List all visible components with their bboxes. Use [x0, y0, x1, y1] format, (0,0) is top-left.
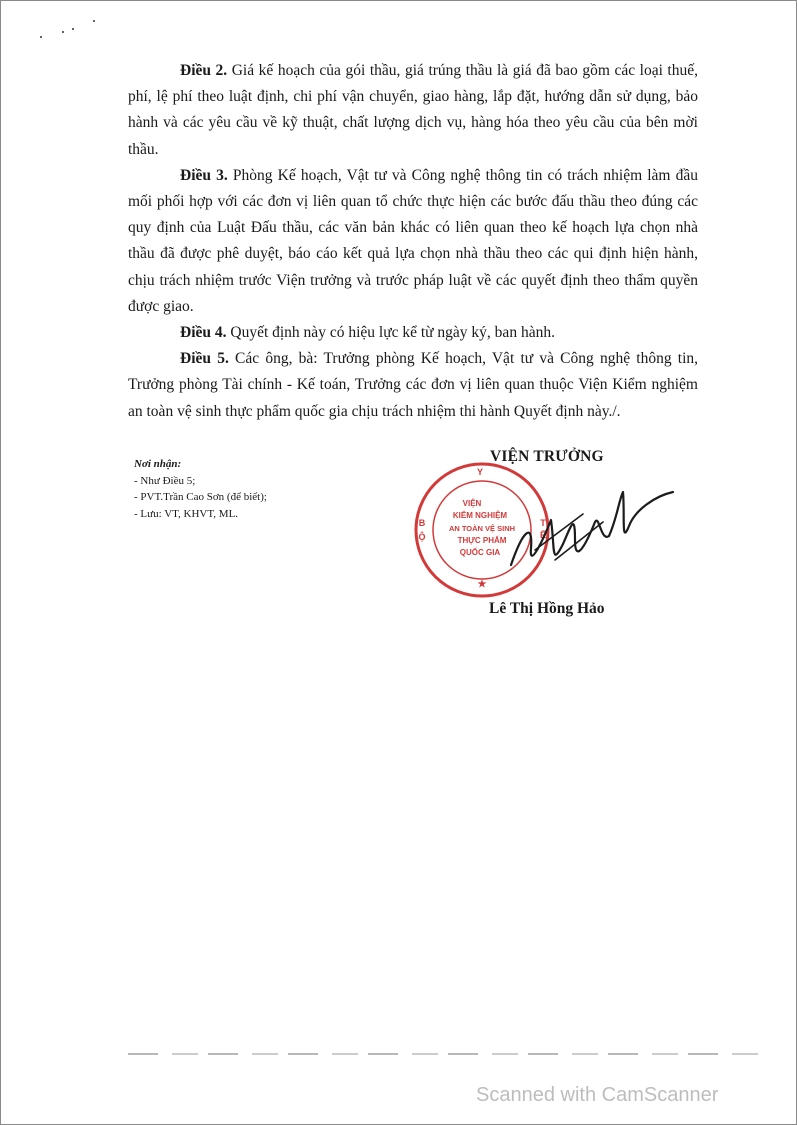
article-2 — [128, 58, 698, 163]
article-text: Phòng Kế hoạch, Vật tư và Công nghệ thông tin có trách nhiệm làm đầu mối phối hợp với các đơn vị liên quan tổ chức thực hiện các bước đấu thầu theo đúng các quy định của Luật Đấu thầu, các văn bản khác có liên quan theo kế hoạch lựa chọn nhà thầu đã được phê duyệt, báo cáo kết quả lựa chọn nhà thầu theo các qui định hiện hành, chịu trách nhiệm trước Viện trưởng và trước pháp luật về các quyết định theo thẩm quyền được giao. — [128, 166, 698, 315]
stamp-text-line: QUỐC GIA — [459, 548, 501, 557]
stamp-ring-letter: B — [418, 518, 426, 528]
stamp-text-line: AN TOÀN VỆ SINH — [448, 524, 516, 533]
recipients-block — [134, 456, 267, 522]
document-body — [128, 58, 698, 425]
stamp-ring-letter: Ộ — [418, 532, 426, 542]
article-text: Quyết định này có hiệu lực kể từ ngày ký, ban hành. — [226, 324, 555, 342]
article-4 — [128, 320, 698, 346]
recipient-item: - Lưu: VT, KHVT, ML. — [134, 507, 239, 520]
stamp-text-line: KIỂM NGHIỆM — [452, 511, 508, 520]
stamp-ring-letter: Y — [476, 467, 484, 477]
recipient-item: - PVT.Trần Cao Sơn (để biết); — [134, 491, 267, 503]
camscanner-watermark: Scanned with CamScanner — [476, 1084, 719, 1106]
handwritten-signature — [505, 470, 675, 590]
scan-speck — [40, 36, 42, 38]
stamp-ring-letter: Ế — [539, 530, 547, 540]
svg-text:★: ★ — [477, 579, 487, 590]
scan-speck — [72, 28, 74, 30]
stamp-text-line: THỰC PHẨM — [457, 536, 507, 545]
article-text: Giá kế hoạch của gói thầu, giá trúng thầu là giá đã bao gồm các loại thuế, phí, lệ phí theo luật định, chi phí vận chuyển, giao hàng, lắp đặt, hướng dẫn sử dụng, bảo hành và các yêu cầu về kỹ thuật, chất lượng dịch vụ, hàng hóa theo yêu cầu của bên mời thầu. — [128, 62, 698, 158]
article-text: Các ông, bà: Trưởng phòng Kế hoạch, Vật tư và Công nghệ thông tin, Trưởng phòng Tài chính - Kế toán, Trưởng các đơn vị liên quan thuộc Viện Kiểm nghiệm an toàn vệ sinh thực phẩm quốc gia chịu trách nhiệm thi hành Quyết định này./. — [128, 350, 699, 420]
article-label: Điều 3. — [180, 166, 228, 184]
scan-artifact-line — [128, 1053, 768, 1055]
stamp-text-line: VIỆN — [462, 499, 482, 508]
recipient-item: - Như Điều 5; — [134, 474, 196, 487]
article-3 — [128, 163, 698, 320]
scan-speck — [93, 20, 95, 22]
article-5 — [128, 346, 698, 425]
article-label: Điều 2. — [180, 62, 228, 79]
article-label: Điều 5. — [180, 350, 229, 368]
article-label: Điều 4. — [180, 324, 227, 342]
stamp-ring-letter: T — [540, 518, 546, 528]
signer-name: Lê Thị Hồng Hảo — [489, 600, 605, 617]
recipients-title: Nơi nhận: — [134, 458, 182, 470]
scan-speck — [62, 31, 64, 33]
signer-title: VIỆN TRƯỞNG — [490, 448, 604, 465]
